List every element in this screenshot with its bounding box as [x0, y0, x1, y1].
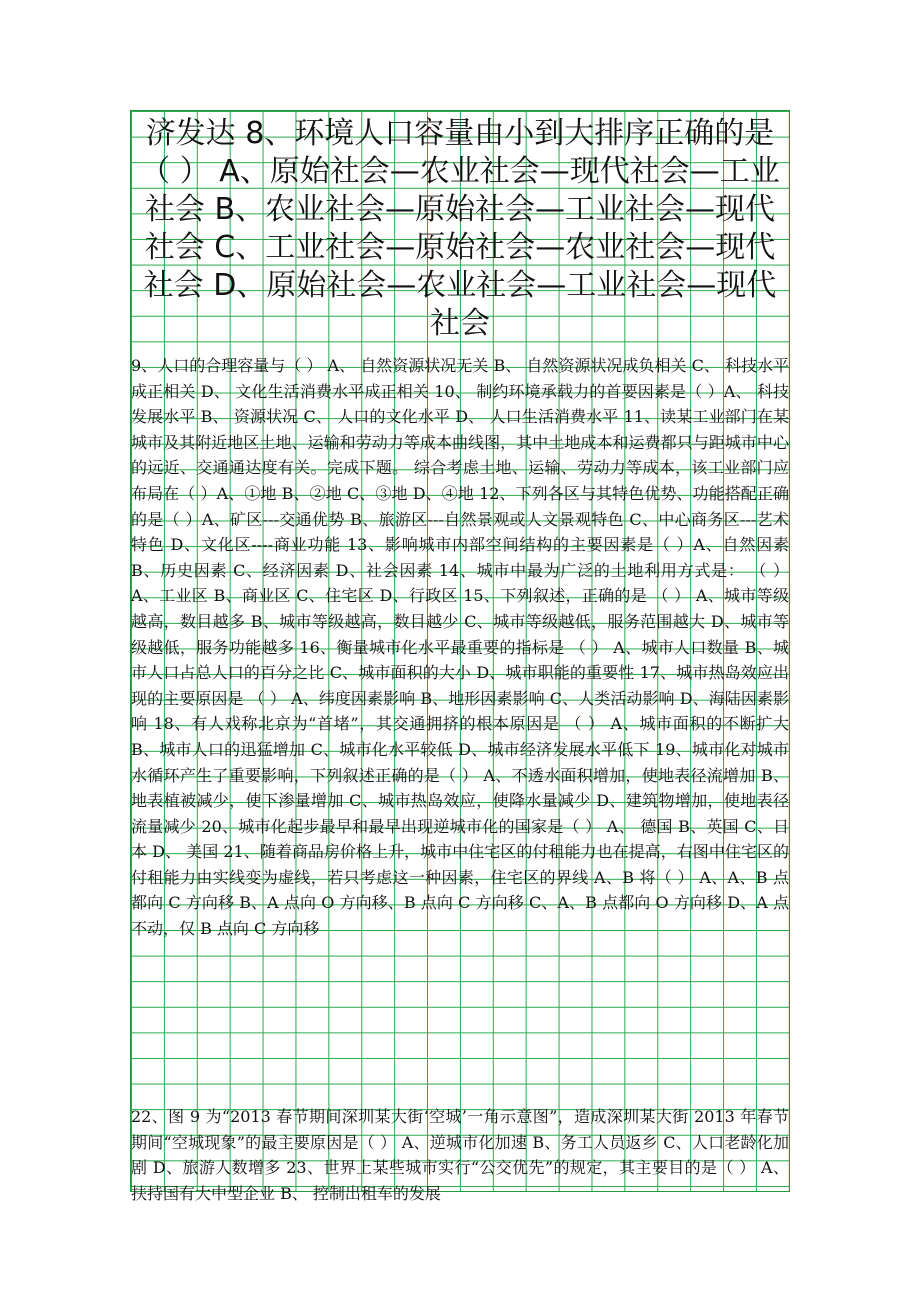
question-text-block-2: 22、图 9 为“2013 春节期间深圳某大街‘空城’一角示意图”，造成深圳某大街 2013 年春节期间“空城现象”的最主要原因是（ ） A、逆城市化加速 B、务工人员返乡 C、人口老龄化加剧 D、旅游人数增多 23、世界上某些城市实行“公交优先”的规定，其主要目的是（ ） A、 扶持国有大中型企业 B、 控制出租车的发展	[131, 1107, 789, 1203]
document-page	[130, 110, 790, 1203]
question-heading: 济发达 8、环境人口容量由小到大排序正确的是（ ） A、原始社会—农业社会—现代社会—工业社会 B、农业社会—原始社会—工业社会—现代社会 C、工业社会—原始社会—农业社会—现代社会 D、原始社会—农业社会—工业社会—现代社会	[140, 116, 780, 341]
question-text-block-1: 9、人口的合理容量与（ ） A、 自然资源状况无关 B、 自然资源状况成负相关 C、 科技水平成正相关 D、 文化生活消费水平成正相关 10、 制约环境承载力的首要因素是（ ）A、 科技发展水平 B、 资源状况 C、 人口的文化水平 D、 人口生活消费水平 11、读某工业部门在某城市及其附近地区土地、运输和劳动力等成本曲线图，其中土地成本和运费都只与距城市中心的远近、交通通达度有关。完成下题。 综合考虑土地、运输、劳动力等成本，该工业部门应布局在（ ）A、①地 B、②地 C、③地 D、④地 12、下列各区与其特色优势、功能搭配正确的是（ ）A、矿区---交通优势 B、旅游区---自然景观或人文景观特色 C、中心商务区---艺术特色 D、文化区----商业功能 13、影响城市内部空间结构的主要因素是（ ）A、自然因素 B、历史因素 C、经济因素 D、社会因素 14、城市中最为广泛的土地利用方式是： （ ） A、工业区 B、商业区 C、住宅区 D、行政区 15、下列叙述，正确的是 （ ） A、城市等级越高，数目越多 B、城市等级越高，数目越少 C、城市等级越低，服务范围越大 D、城市等级越低，服务功能越多 16、衡量城市化水平最重要的指标是 （ ） A、城市人口数量 B、城市人口占总人口的百分之比 C、城市面积的大小 D、城市职能的重要性 17、城市热岛效应出现的主要原因是 （ ） A、纬度因素影响 B、地形因素影响 C、人类活动影响 D、海陆因素影响 18、有人戏称北京为“首堵”，其交通拥挤的根本原因是 （ ） A、城市面积的不断扩大 B、城市人口的迅猛增加 C、城市化水平较低 D、城市经济发展水平低下 19、城市化对城市水循环产生了重要影响，下列叙述正确的是（ ） A、不透水面积增加，使地表径流增加 B、地表植被减少，使下渗量增加 C、城市热岛效应，使降水量减少 D、建筑物增加，使地表径流量减少 20、城市化起步最早和最早出现逆城市化的国家是（ ） A、 德国 B、英国 C、日本 D、 美国 21、随着商品房价格上升，城市中住宅区的付租能力也在提高，右图中住宅区的付租能力由实线变为虚线，若只考虑这一种因素，住宅区的界线 A、B 将（ ） A、A、B 点都向 C 方向移 B、A 点向 O 方向移、B 点向 C 方向移 C、A、B 点都向 O 方向移 D、A 点不动，仅 B 点向 C 方向移	[131, 356, 789, 939]
